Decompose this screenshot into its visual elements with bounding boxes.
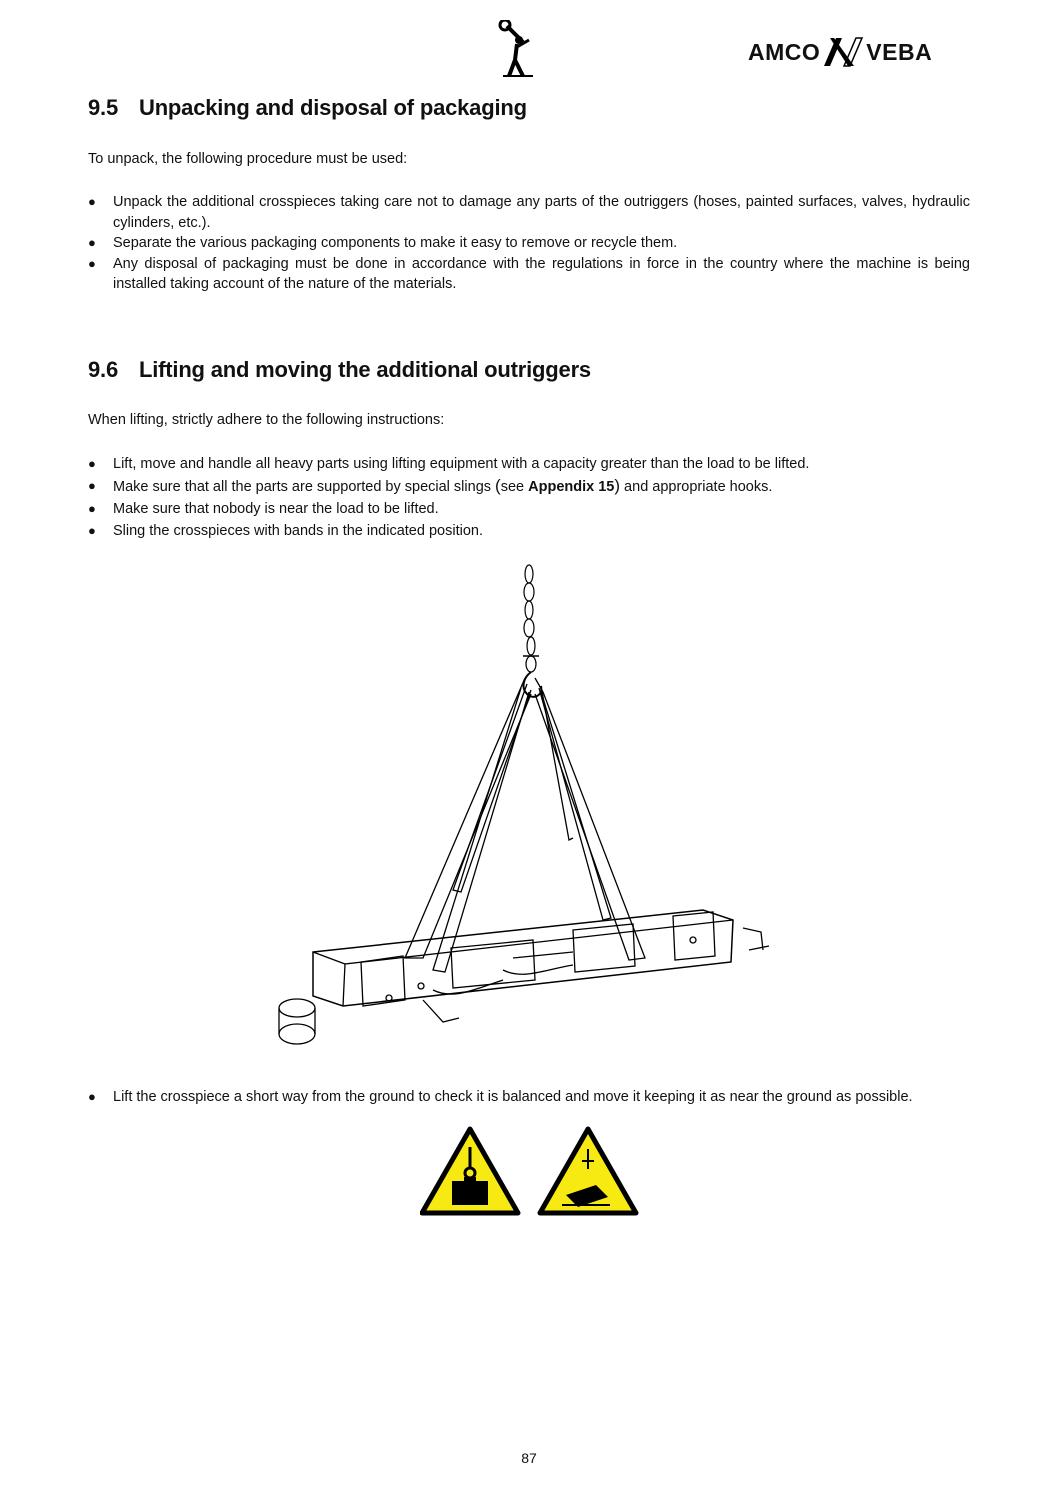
amco-veba-logo-icon bbox=[822, 36, 864, 68]
list-item: ● Lift, move and handle all heavy parts using lifting equipment with a capacity greater than the load to be lifted. bbox=[88, 454, 970, 475]
bullet-icon: ● bbox=[88, 1089, 96, 1104]
worker-with-wrench-icon bbox=[493, 20, 543, 78]
brand-right: VEBA bbox=[866, 38, 933, 65]
bullet-icon: ● bbox=[88, 523, 96, 538]
bullet-icon: ● bbox=[88, 501, 96, 516]
section-intro: When lifting, strictly adhere to the following instructions: bbox=[88, 412, 445, 428]
list-item: ● Separate the various packaging components to make it easy to remove or recycle them. bbox=[88, 233, 970, 254]
amco-veba-logo bbox=[748, 36, 932, 68]
suspended-load-warning-icon bbox=[422, 1129, 518, 1213]
list-item: ● Unpack the additional crosspieces taking care not to damage any parts of the outriggers (hoses, painted surfaces, valves, hydraulic cylinders, etc.). bbox=[88, 194, 970, 231]
lifting-list bbox=[88, 454, 970, 543]
unpacking-list bbox=[88, 192, 970, 295]
crosspiece-lifting-illustration bbox=[273, 560, 785, 1060]
list-item: ● Sling the crosspieces with bands in the indicated position. bbox=[88, 521, 970, 542]
final-list bbox=[88, 1087, 970, 1108]
bullet-icon: ● bbox=[88, 478, 96, 493]
section-title: Unpacking and disposal of packaging bbox=[139, 95, 527, 120]
beam bbox=[313, 910, 733, 1006]
section-title: Lifting and moving the additional outriggers bbox=[139, 357, 591, 382]
list-item: ● Any disposal of packaging must be done in accordance with the regulations in force in the country where the machine is being installed taking account of the nature of the materials. bbox=[88, 255, 970, 292]
list-item: ● Make sure that all the parts are supported by special slings (see Appendix 15) and appropriate hooks. bbox=[88, 476, 773, 495]
page-number: 87 bbox=[521, 1450, 537, 1466]
sling-left bbox=[405, 678, 531, 958]
list-item: ● Make sure that nobody is near the load to be lifted. bbox=[88, 499, 970, 520]
brand-left: AMCO bbox=[748, 38, 821, 65]
list-item: ● Lift the crosspiece a short way from the ground to check it is balanced and move it keeping it as near the ground as possible. bbox=[88, 1087, 970, 1108]
bullet-icon: ● bbox=[88, 235, 96, 250]
falling-load-warning-icon bbox=[540, 1129, 636, 1213]
section-heading-9-5 bbox=[88, 95, 527, 121]
bullet-icon: ● bbox=[88, 456, 96, 471]
section-number: 9.5 bbox=[88, 95, 118, 120]
warning-signs bbox=[420, 1125, 640, 1217]
bullet-icon: ● bbox=[88, 255, 96, 271]
section-heading-9-6 bbox=[88, 357, 591, 383]
appendix-reference: Appendix 15 bbox=[528, 479, 615, 495]
section-intro: To unpack, the following procedure must be used: bbox=[88, 151, 408, 167]
section-number: 9.6 bbox=[88, 357, 118, 382]
bullet-icon: ● bbox=[88, 194, 96, 209]
